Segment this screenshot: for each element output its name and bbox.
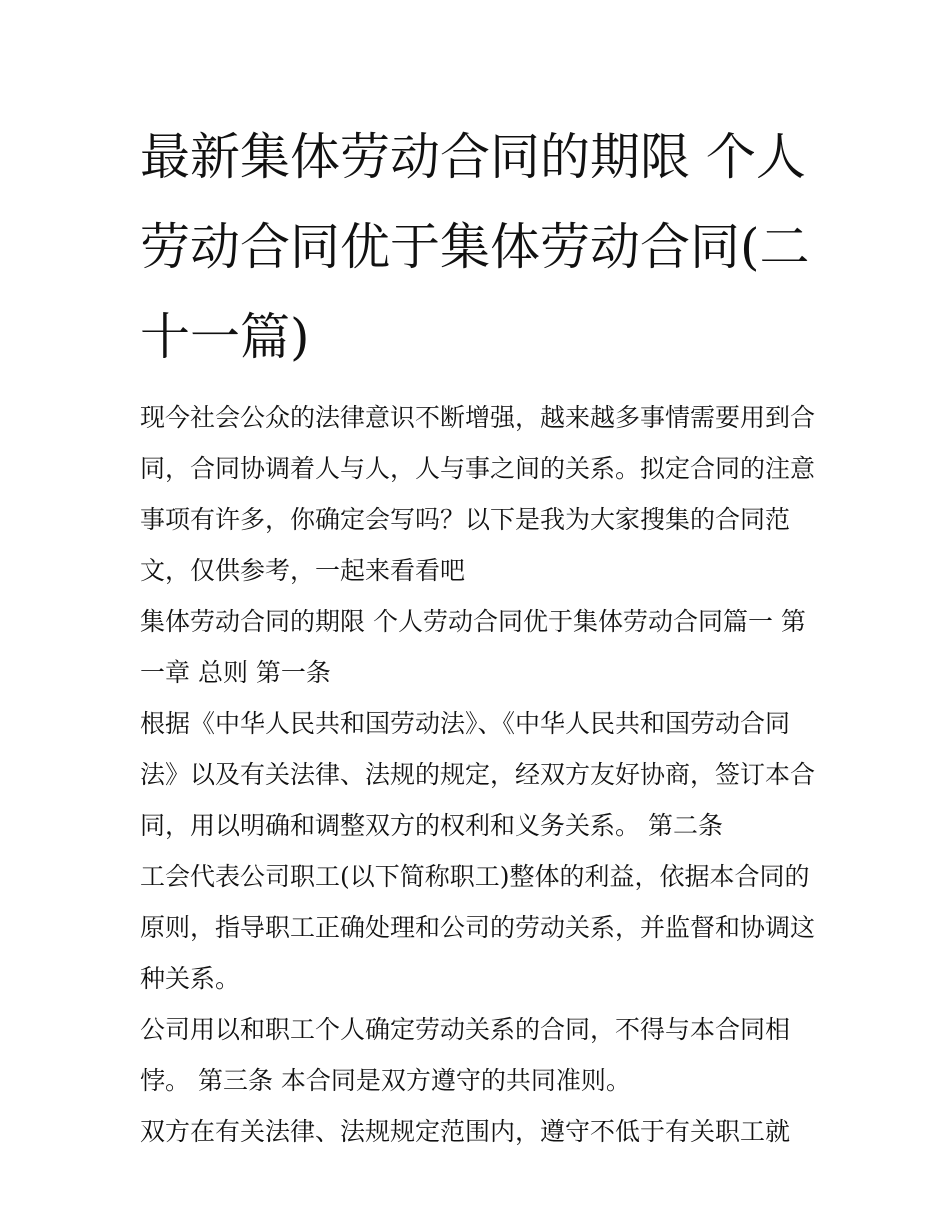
document-title: 最新集体劳动合同的期限 个人劳动合同优于集体劳动合同(二十一篇) <box>140 128 810 366</box>
paragraph-article-one: 根据《中华人民共和国劳动法》、《中华人民共和国劳动合同法》以及有关法律、法规的规定，经双方友好协商，签订本合同，用以明确和调整双方的权利和义务关系。 第二条 <box>140 709 816 840</box>
paragraph-continued: 双方在有关法律、法规规定范围内，遵守不低于有关职工就 <box>140 1117 791 1146</box>
document-page <box>140 112 820 1157</box>
paragraph-article-two: 工会代表公司职工(以下简称职工)整体的利益，依据本合同的原则，指导职工正确处理和公司的劳动关系，并监督和协调这种关系。 <box>140 862 816 993</box>
paragraph-intro: 现今社会公众的法律意识不断增强，越来越多事情需要用到合同，合同协调着人与人，人与事之间的关系。拟定合同的注意事项有许多，你确定会写吗？以下是我为大家搜集的合同范文，仅供参考，一起来看看吧 <box>140 403 816 585</box>
paragraph-article-three: 公司用以和职工个人确定劳动关系的合同，不得与本合同相悖。 第三条 本合同是双方遵守的共同准则。 <box>140 1015 791 1095</box>
paragraph-chapter-one: 集体劳动合同的期限 个人劳动合同优于集体劳动合同篇一 第一章 总则 第一条 <box>140 607 806 687</box>
